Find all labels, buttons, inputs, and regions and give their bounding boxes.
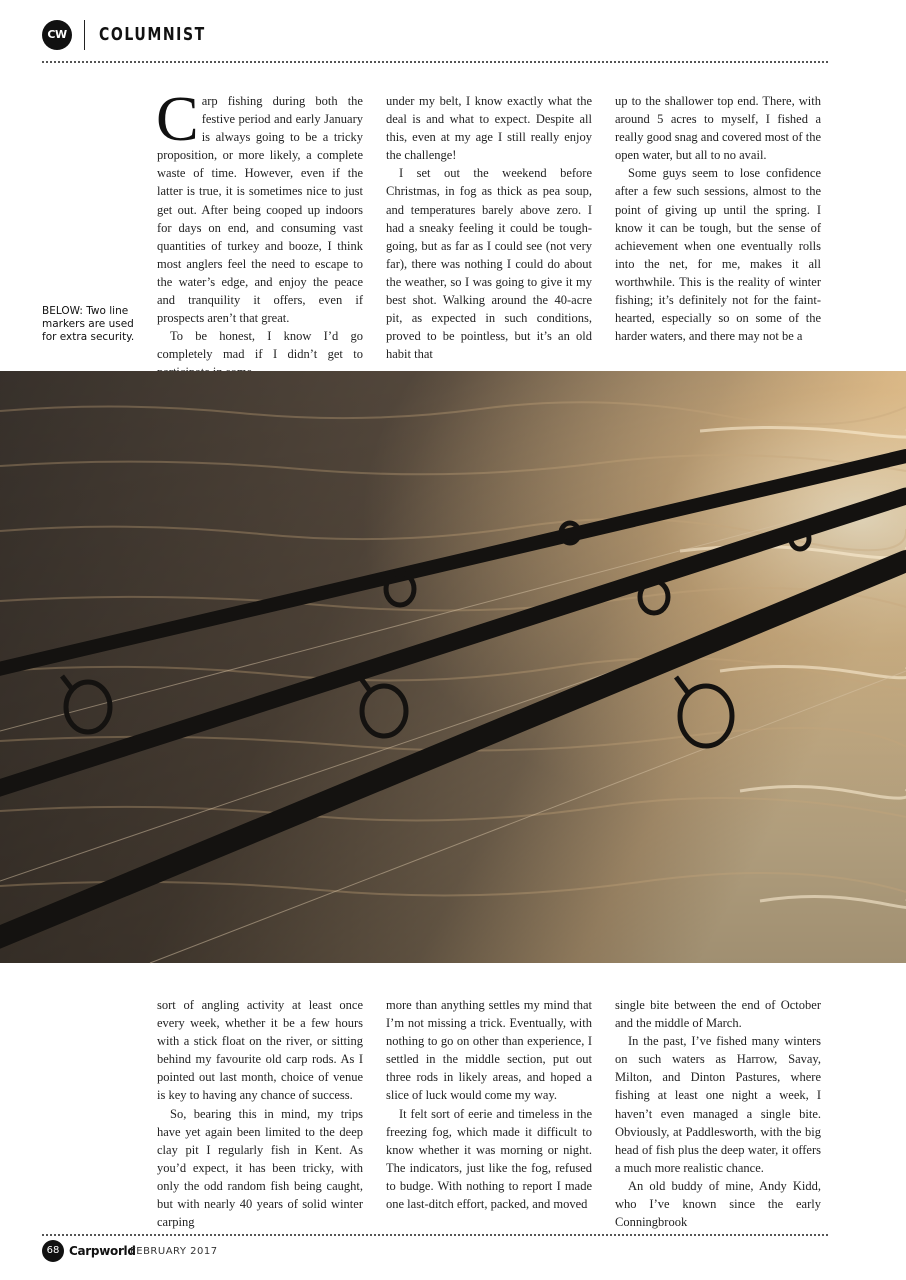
paragraph: In the past, I’ve fished many winters on such waters as Harrow, Savay, Milton, and Dinton Pastures, where fishing at least one night a week, I haven’t even managed a single bite. Obviously, at Paddlesworth, with the big head of fish plus the deep water, it offers a much more realistic chance. — [615, 1034, 821, 1175]
caption-text: Two line markers are used for extra security. — [42, 305, 135, 343]
article-column-6 — [615, 996, 821, 1230]
section-title: COLUMNIST — [99, 24, 206, 45]
paragraph: more than anything settles my mind that I’m not missing a trick. Eventually, with nothing to go on other than experience, I settled in the middle section, put out three rods in likely areas, and hoped a slice of luck would come my way. — [386, 998, 592, 1103]
page-number: 68 — [42, 1240, 64, 1262]
paragraph: under my belt, I know exactly what the deal is and what to expect. Despite all this, even at my age I still really enjoy the challenge! — [386, 94, 592, 163]
paragraph: sort of angling activity at least once every week, whether it be a few hours with a stick float on the river, or sitting behind my favourite old carp rods. As I pointed out last month, choice of venue is key to having any chance of success. — [157, 998, 363, 1103]
article-column-4 — [157, 996, 363, 1230]
fishing-rods-photo — [0, 371, 906, 963]
rods-over-water-image — [0, 371, 906, 963]
paragraph: So, bearing this in mind, my trips have yet again been limited to the deep clay pit I regularly fish in Kent. As you’d expect, it has been tricky, with only the odd random fish being caught, but with nearly 40 years of solid winter carping — [157, 1106, 363, 1230]
paragraph: Some guys seem to lose confidence after a few such sessions, almost to the point of giving up until the spring. I know it can be tough, but the sense of achievement when one eventually rolls into the net, for me, makes it all worthwhile. This is the reality of winter fishing; it’s definitely not for the faint-hearted, especially so on some of the harder waters, and there may not be a — [615, 166, 821, 344]
article-column-2 — [386, 92, 592, 362]
section-badge: CW — [42, 20, 72, 50]
header-dotted-rule — [42, 61, 828, 63]
caption-lead: BELOW: — [42, 305, 83, 317]
paragraph: up to the shallower top end. There, with around 5 acres to myself, I fished a really good snag and covered most of the open water, but all to no avail. — [615, 94, 821, 163]
header-divider — [84, 20, 85, 50]
article-column-3 — [615, 92, 821, 350]
paragraph: An old buddy of mine, Andy Kidd, who I’ve known since the early Conningbrook — [615, 1178, 821, 1230]
paragraph: It felt sort of eerie and timeless in the freezing fog, which made it difficult to know whether it was morning or night. The indicators, just like the fog, refused to budge. With nothing to report I made one last-ditch effort, packed, and moved — [386, 1106, 592, 1212]
paragraph: single bite between the end of October and the middle of March. — [615, 998, 821, 1031]
paragraph: To be honest, I know I’d go completely mad if I didn’t get to — [157, 329, 363, 362]
article-column-5 — [386, 996, 592, 1218]
paragraph: arp fishing during both the festive period and early January is always going to be a tricky proposition, or more likely, a complete waste of time. However, even if the latter is true, it is sometimes nice to just get out. After being cooped up indoors for days on end, and consuming vast quantities of turkey and booze, I think most anglers feel the need to escape to the water’s edge, and enjoy the peace and tranquility it offers, even if prospects aren’t that great. — [157, 94, 363, 326]
article-column-1 — [156, 83, 363, 362]
magazine-name: Carpworld — [69, 1244, 136, 1258]
photo-caption — [42, 305, 142, 344]
paragraph: I set out the weekend before Christmas, in fog as thick as pea soup, and temperatures barely above zero. I had a sneaky feeling it could be tough-going, but as far as I could see (not very far), there was nothing I could do about the weather, so I was going to give it my best shot. Walking around the 40-acre pit, as expected in such conditions, proved to be pointless, but it’s an old habit that — [386, 166, 592, 362]
footer-dotted-rule — [42, 1234, 828, 1236]
issue-date: FEBRUARY 2017 — [130, 1246, 218, 1257]
drop-cap: C — [156, 83, 199, 154]
